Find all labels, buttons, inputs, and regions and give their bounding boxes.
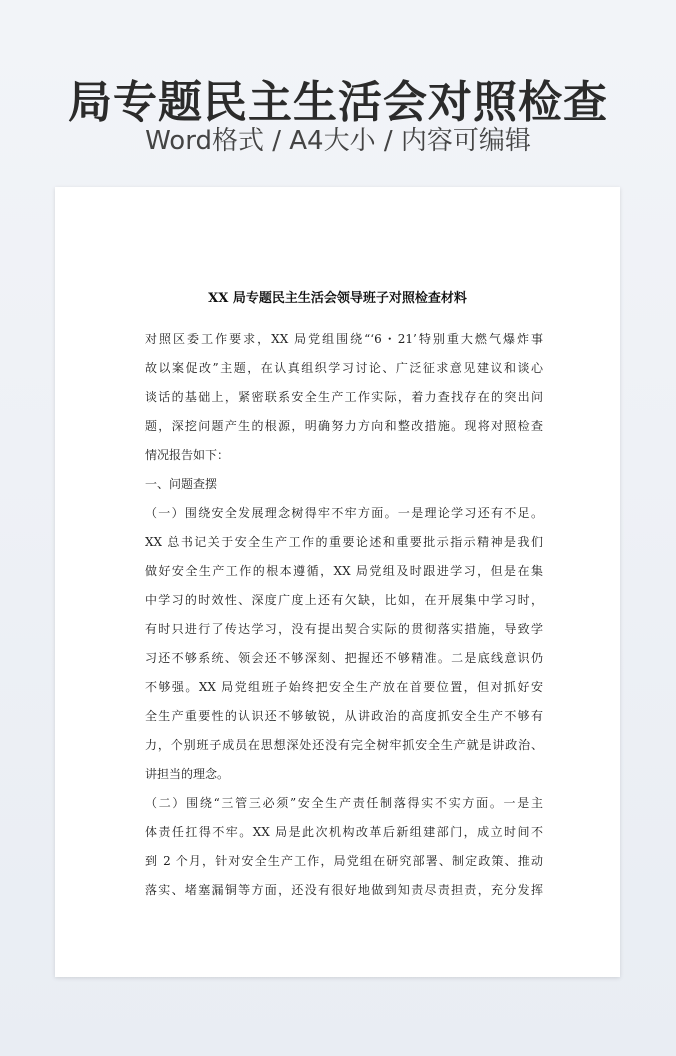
body-line: 情况报告如下：: [145, 448, 230, 462]
document-page: [55, 187, 620, 977]
body-line: 不够强。XX 局党组班子始终把安全生产放在首要位置，但对抓好安: [145, 680, 543, 694]
body-line: （二）围绕“三管三必须”安全生产责任制落得实不实方面。一是主: [145, 796, 543, 810]
banner-subtitle: Word格式 / A4大小 / 内容可编辑: [145, 126, 531, 156]
body-line: 全生产重要性的认识还不够敏锐，从讲政治的高度抓安全生产不够有: [145, 709, 543, 723]
body-line: 谈话的基础上，紧密联系安全生产工作实际，着力查找存在的突出问: [145, 390, 543, 404]
body-line: 题，深挖问题产生的根源，明确努力方向和整改措施。现将对照检查: [145, 419, 543, 433]
body-line: 落实、堵塞漏铜等方面，还没有很好地做到知责尽责担责，充分发挥: [145, 883, 543, 897]
body-line: XX 总书记关于安全生产工作的重要论述和重要批示指示精神是我们: [145, 535, 543, 549]
body-line: 中学习的时效性、深度广度上还有欠缺，比如，在开展集中学习时，: [145, 593, 543, 607]
body-line: （一）围绕安全发展理念树得牢不牢方面。一是理论学习还有不足。: [145, 506, 543, 520]
document-body: [145, 325, 543, 905]
body-line: 体责任扛得不牢。XX 局是此次机构改革后新组建部门，成立时间不: [145, 825, 543, 839]
document-title: XX 局专题民主生活会领导班子对照检查材料: [208, 291, 467, 306]
body-line: 到 2 个月，针对安全生产工作，局党组在研究部署、制定政策、推动: [145, 854, 543, 868]
body-line: 力，个别班子成员在思想深处还没有完全树牢抓安全生产就是讲政治、: [145, 738, 543, 752]
section-heading: 一、问题查摆: [145, 477, 218, 491]
body-line: 故以案促改”主题，在认真组织学习讨论、广泛征求意见建议和谈心: [145, 361, 543, 375]
body-line: 有时只进行了传达学习，没有提出契合实际的贯彻落实措施，导致学: [145, 622, 543, 636]
body-line: 做好安全生产工作的根本遵循，XX 局党组及时跟进学习，但是在集: [145, 564, 543, 578]
body-line: 讲担当的理念。: [145, 767, 230, 781]
banner-title: 局专题民主生活会对照检查: [68, 77, 608, 128]
body-line: 习还不够系统、领会还不够深刻、把握还不够精准。二是底线意识仍: [145, 651, 543, 665]
body-line: 对照区委工作要求，XX 局党组围绕“‘6・21’特别重大燃气爆炸事: [145, 332, 543, 346]
